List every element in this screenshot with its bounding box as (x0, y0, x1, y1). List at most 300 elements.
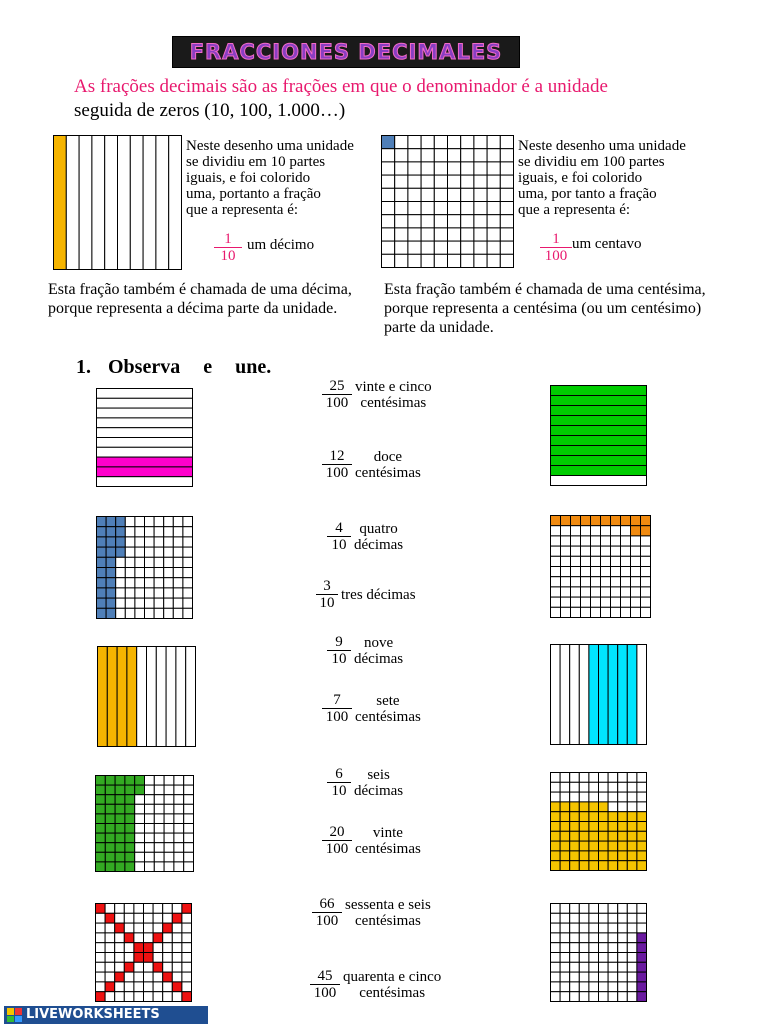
grid-cell (115, 814, 125, 824)
grid-cell (434, 149, 447, 162)
strip (618, 645, 628, 745)
grid-cell (637, 972, 647, 982)
fraction-denominator: 100 (540, 247, 572, 264)
strip (97, 389, 193, 399)
desc-line: se dividiu em 10 partes (186, 154, 326, 170)
grid-cell (154, 776, 164, 786)
grid-cell (621, 536, 631, 546)
grid-cell (182, 913, 192, 923)
grid-cell (182, 962, 192, 972)
grid-cell (434, 136, 447, 149)
grid-cell (153, 982, 163, 992)
option-45-100[interactable] (310, 968, 441, 1001)
grid-cell (637, 923, 647, 933)
grid-cell (124, 923, 134, 933)
grid-cell (144, 972, 154, 982)
grid-cell (561, 597, 571, 607)
grid-cell (599, 792, 609, 802)
grid-cell (164, 578, 174, 588)
grid-cell (116, 547, 126, 557)
grid-cell (589, 802, 599, 812)
grid-cell (579, 861, 589, 871)
right-diagram-4[interactable] (550, 772, 648, 872)
grid-cell (154, 547, 164, 557)
grid-cell (571, 556, 581, 566)
grid-cell (599, 812, 609, 822)
grid-cell (135, 578, 145, 588)
strip (156, 647, 166, 747)
grid-cell (125, 517, 135, 527)
grid-cell (184, 814, 194, 824)
grid-cell (135, 598, 145, 608)
grid-cell (184, 843, 194, 853)
strip (97, 438, 193, 448)
grid-cell (599, 851, 609, 861)
grid-cell (571, 567, 581, 577)
grid-cell (106, 547, 116, 557)
strip (97, 408, 193, 418)
grid-cell (599, 773, 609, 783)
grid-cell (461, 149, 474, 162)
option-25-100[interactable] (322, 378, 432, 411)
grid-cell (599, 861, 609, 871)
grid-cell (561, 516, 571, 526)
grid-cell (461, 254, 474, 267)
worksheet-title: FRACCIONES DECIMALES (189, 40, 503, 64)
option-numerator: 20 (329, 824, 345, 840)
strip (117, 647, 127, 747)
option-denominator: 100 (322, 708, 352, 725)
grid-cell (382, 202, 395, 215)
strip (637, 645, 647, 745)
grid-cell (184, 824, 194, 834)
grid-cell (395, 136, 408, 149)
grid-cell (164, 547, 174, 557)
grid-cell (145, 598, 155, 608)
grid-cell (135, 608, 145, 618)
grid-cell (134, 913, 144, 923)
grid-cell (627, 851, 637, 861)
grid-cell (581, 607, 591, 617)
grid-cell (183, 588, 193, 598)
grid-cell (408, 175, 421, 188)
grid-cell (500, 202, 513, 215)
grid-cell (182, 904, 192, 914)
grid-cell (145, 578, 155, 588)
grid-cell (97, 557, 107, 567)
grid-cell (174, 852, 184, 862)
grid-cell (579, 812, 589, 822)
grid-cell (125, 824, 135, 834)
option-label: centésimas (355, 464, 421, 481)
option-4-10[interactable] (327, 520, 403, 553)
grid-cell (96, 953, 106, 963)
grid-cell (96, 972, 106, 982)
grid-cell (474, 228, 487, 241)
right-diagram-2[interactable] (550, 515, 652, 619)
example-2-fraction (540, 232, 572, 264)
grid-cell (115, 833, 125, 843)
grid-cell (448, 175, 461, 188)
grid-cell (570, 982, 580, 992)
grid-cell (487, 228, 500, 241)
grid-cell (611, 567, 621, 577)
grid-cell (579, 953, 589, 963)
paragraph-line: porque representa a décima parte da unidade. (48, 300, 338, 317)
grid-cell (448, 149, 461, 162)
grid-cell (618, 943, 628, 953)
grid-cell (164, 608, 174, 618)
grid-cell (174, 776, 184, 786)
grid-cell (608, 904, 618, 914)
option-3-10[interactable] (316, 578, 416, 611)
grid-cell (105, 833, 115, 843)
grid-cell (153, 943, 163, 953)
grid-cell (560, 953, 570, 963)
grid-cell (627, 782, 637, 792)
grid-cell (144, 943, 154, 953)
brand-name: LIVEWORKSHEETS (26, 1007, 160, 1022)
grid-cell (487, 136, 500, 149)
grid-cell (145, 557, 155, 567)
grid-cell (627, 913, 637, 923)
grid-cell (154, 517, 164, 527)
grid-cell (182, 923, 192, 933)
grid-cell (124, 982, 134, 992)
grid-cell (105, 824, 115, 834)
option-denominator: 100 (322, 394, 352, 411)
grid-cell (134, 953, 144, 963)
grid-cell (135, 862, 145, 872)
grid-cell (421, 228, 434, 241)
grid-cell (608, 943, 618, 953)
fraction-numerator: 1 (552, 231, 560, 247)
grid-cell (601, 546, 611, 556)
grid-cell (115, 785, 125, 795)
grid-cell (500, 149, 513, 162)
grid-cell (96, 852, 106, 862)
grid-cell (135, 824, 145, 834)
grid-cell (115, 776, 125, 786)
grid-cell (637, 773, 647, 783)
grid-cell (144, 962, 154, 972)
tenth-strip (118, 136, 131, 270)
grid-cell (173, 568, 183, 578)
grid-cell (560, 943, 570, 953)
grid-cell (164, 776, 174, 786)
grid-cell (589, 831, 599, 841)
grid-cell (421, 149, 434, 162)
grid-cell (163, 923, 173, 933)
option-label: doce (373, 448, 403, 465)
grid-cell (637, 933, 647, 943)
grid-cell (164, 804, 174, 814)
grid-cell (500, 228, 513, 241)
grid-cell (621, 587, 631, 597)
option-7-100[interactable] (322, 692, 421, 725)
grid-cell (589, 933, 599, 943)
grid-cell (560, 831, 570, 841)
brand-logo-icon (7, 1008, 22, 1022)
grid-cell (154, 814, 164, 824)
grid-cell (164, 824, 174, 834)
left-diagram-5[interactable] (95, 903, 193, 1003)
grid-cell (448, 241, 461, 254)
grid-cell (448, 162, 461, 175)
grid-cell (96, 824, 106, 834)
grid-cell (487, 175, 500, 188)
grid-cell (591, 597, 601, 607)
grid-cell (164, 843, 174, 853)
desc-line: iguais, e foi colorido (518, 170, 643, 186)
grid-cell (551, 841, 561, 851)
grid-cell (474, 254, 487, 267)
grid-cell (601, 516, 611, 526)
grid-cell (560, 913, 570, 923)
grid-cell (163, 913, 173, 923)
instruction-word: e (203, 356, 213, 378)
grid-cell (135, 568, 145, 578)
option-12-100[interactable] (322, 448, 421, 481)
strip (551, 476, 647, 486)
grid-cell (124, 953, 134, 963)
grid-cell (560, 841, 570, 851)
option-numerator: 45 (317, 968, 333, 984)
grid-cell (448, 254, 461, 267)
grid-cell (611, 597, 621, 607)
grid-cell (551, 567, 561, 577)
option-label: centésimas (355, 708, 421, 725)
grid-cell (421, 202, 434, 215)
grid-cell (570, 841, 580, 851)
exercise-heading (76, 356, 271, 379)
grid-cell (172, 992, 182, 1002)
grid-cell (125, 862, 135, 872)
grid-cell (144, 982, 154, 992)
grid-cell (115, 804, 125, 814)
grid-cell (621, 556, 631, 566)
grid-cell (105, 795, 115, 805)
grid-cell (105, 776, 115, 786)
example-tenths-diagram (53, 135, 183, 271)
left-diagram-3[interactable] (97, 646, 197, 748)
grid-cell (599, 802, 609, 812)
grid-cell (144, 953, 154, 963)
example-1-fraction (214, 232, 242, 264)
grid-cell (618, 913, 628, 923)
left-diagram-2[interactable] (96, 516, 194, 620)
grid-cell (174, 814, 184, 824)
grid-cell (461, 188, 474, 201)
strip (608, 645, 618, 745)
grid-cell (183, 598, 193, 608)
grid-cell (183, 527, 193, 537)
grid-cell (183, 557, 193, 567)
grid-cell (621, 546, 631, 556)
grid-cell (395, 228, 408, 241)
grid-cell (461, 136, 474, 149)
grid-cell (621, 597, 631, 607)
grid-cell (637, 992, 647, 1002)
grid-cell (599, 943, 609, 953)
grid-cell (551, 943, 561, 953)
grid-cell (621, 526, 631, 536)
grid-cell (97, 598, 107, 608)
grid-cell (408, 202, 421, 215)
grid-cell (570, 913, 580, 923)
grid-cell (581, 587, 591, 597)
grid-cell (382, 254, 395, 267)
grid-cell (115, 962, 125, 972)
fraction-denominator: 10 (214, 247, 242, 264)
grid-cell (124, 913, 134, 923)
option-denominator: 100 (312, 912, 342, 929)
desc-line: uma, por tanto a fração (518, 186, 657, 202)
paragraph-line: Esta fração também é chamada de uma centésima, (384, 281, 706, 298)
example-1-word: um décimo (247, 237, 315, 253)
grid-cell (174, 824, 184, 834)
grid-cell (608, 913, 618, 923)
grid-cell (500, 175, 513, 188)
option-66-100[interactable] (312, 896, 431, 929)
intro-line-2: seguida de zeros (10, 100, 1.000…) (74, 100, 346, 121)
worksheet-title-banner (172, 36, 520, 68)
grid-cell (500, 215, 513, 228)
grid-cell (124, 992, 134, 1002)
grid-cell (144, 904, 154, 914)
grid-cell (184, 862, 194, 872)
grid-cell (627, 923, 637, 933)
grid-cell (163, 992, 173, 1002)
left-diagram-1[interactable] (96, 388, 194, 488)
option-6-10[interactable] (327, 766, 403, 799)
grid-cell (627, 861, 637, 871)
grid-cell (124, 962, 134, 972)
desc-line: que a representa é: (518, 202, 631, 218)
grid-cell (589, 992, 599, 1002)
grid-cell (579, 943, 589, 953)
option-label: seis (367, 766, 390, 783)
grid-cell (154, 862, 164, 872)
example-1-paragraph (48, 280, 352, 318)
grid-cell (589, 972, 599, 982)
grid-cell (601, 577, 611, 587)
grid-cell (500, 162, 513, 175)
grid-cell (618, 802, 628, 812)
grid-cell (618, 851, 628, 861)
grid-cell (608, 812, 618, 822)
grid-cell (637, 982, 647, 992)
right-diagram-3[interactable] (550, 644, 648, 746)
grid-cell (96, 814, 106, 824)
left-diagram-4[interactable] (95, 775, 195, 873)
grid-cell (135, 852, 145, 862)
option-label: centésimas (359, 984, 426, 1001)
strip (589, 645, 599, 745)
grid-cell (125, 804, 135, 814)
strip (627, 645, 637, 745)
grid-cell (631, 516, 641, 526)
grid-cell (631, 587, 641, 597)
grid-cell (637, 904, 647, 914)
grid-cell (105, 933, 115, 943)
grid-cell (589, 982, 599, 992)
option-denominator: 10 (316, 594, 338, 611)
grid-cell (500, 241, 513, 254)
option-label: centésimas (355, 912, 421, 929)
option-label: centésimas (355, 840, 421, 857)
grid-cell (627, 943, 637, 953)
grid-cell (599, 992, 609, 1002)
instruction-word: une. (235, 356, 272, 378)
example-2-word: um centavo (572, 236, 642, 252)
grid-cell (611, 587, 621, 597)
grid-cell (135, 795, 145, 805)
tenth-strip (92, 136, 105, 270)
option-label: quarenta e cinco (343, 968, 442, 985)
grid-cell (551, 597, 561, 607)
grid-cell (125, 547, 135, 557)
grid-cell (570, 822, 580, 832)
grid-cell (116, 537, 126, 547)
grid-cell (560, 792, 570, 802)
grid-cell (105, 923, 115, 933)
strip (551, 466, 647, 476)
grid-cell (560, 812, 570, 822)
grid-cell (408, 149, 421, 162)
right-diagram-5[interactable] (550, 903, 648, 1003)
grid-cell (116, 578, 126, 588)
option-numerator: 3 (323, 578, 331, 594)
grid-cell (115, 933, 125, 943)
grid-cell (631, 526, 641, 536)
grid-cell (551, 587, 561, 597)
option-9-10[interactable] (327, 634, 403, 667)
grid-cell (608, 831, 618, 841)
grid-cell (618, 904, 628, 914)
grid-cell (153, 992, 163, 1002)
grid-cell (589, 904, 599, 914)
tenth-strip (169, 136, 182, 270)
grid-cell (560, 904, 570, 914)
grid-cell (134, 972, 144, 982)
grid-cell (570, 851, 580, 861)
grid-cell (144, 992, 154, 1002)
grid-cell (124, 904, 134, 914)
grid-cell (627, 831, 637, 841)
grid-cell (551, 923, 561, 933)
grid-cell (611, 577, 621, 587)
grid-cell (106, 537, 116, 547)
grid-cell (116, 588, 126, 598)
grid-cell (621, 607, 631, 617)
grid-cell (579, 904, 589, 914)
desc-line: uma, portanto a fração (186, 186, 321, 202)
strip (127, 647, 137, 747)
right-diagram-1[interactable] (550, 385, 648, 487)
strip (551, 386, 647, 396)
strip (137, 647, 147, 747)
grid-cell (641, 516, 651, 526)
grid-cell (145, 824, 155, 834)
strip (97, 477, 193, 487)
option-label: nove (363, 634, 394, 651)
grid-cell (174, 862, 184, 872)
grid-cell (395, 215, 408, 228)
option-20-100[interactable] (322, 824, 421, 857)
grid-cell (184, 776, 194, 786)
grid-cell (154, 608, 164, 618)
